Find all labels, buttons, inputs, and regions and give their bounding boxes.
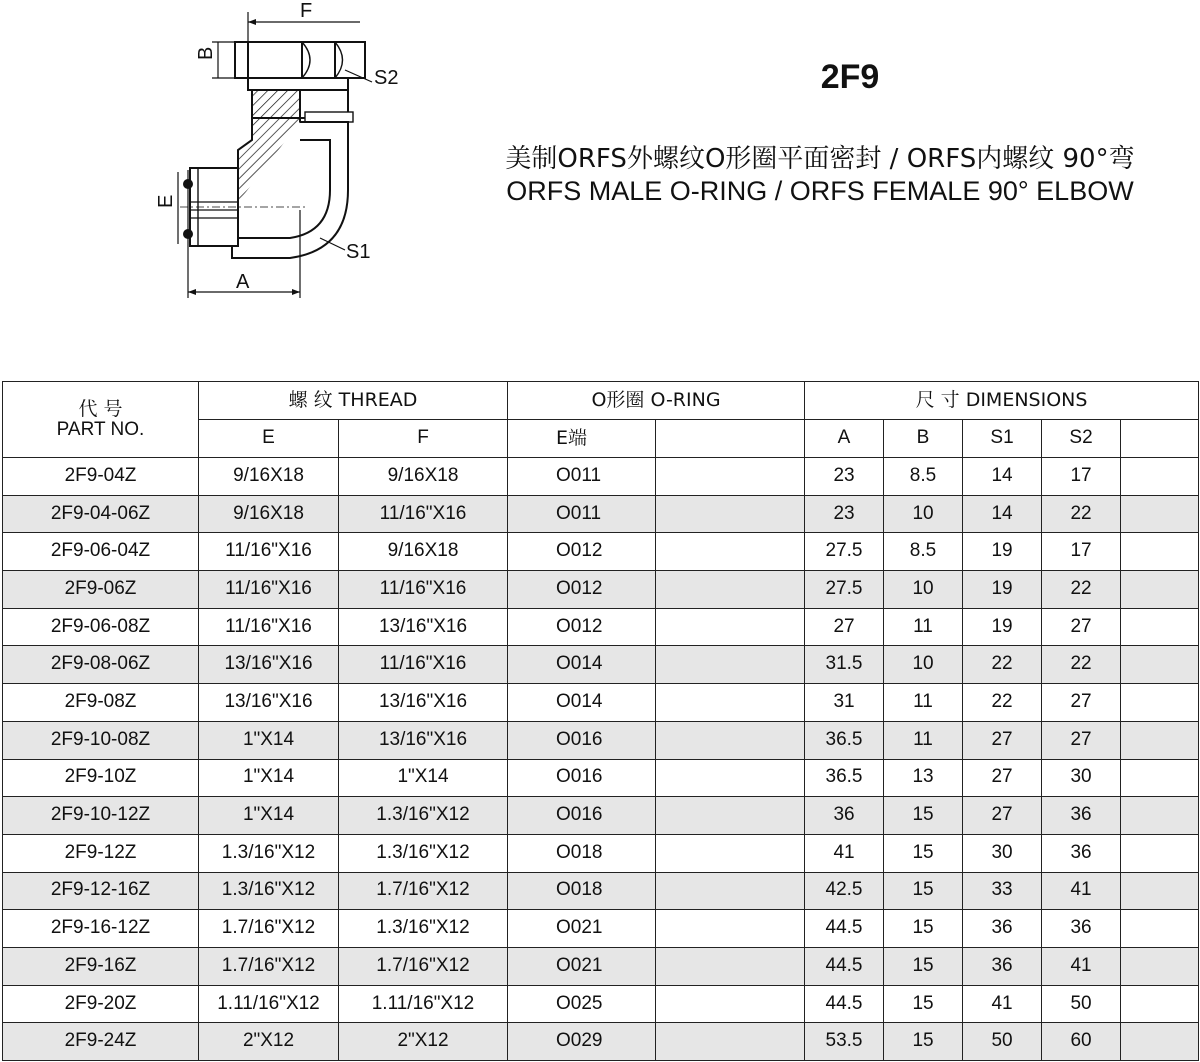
thread-f-cell: 1.3/16"X12 (339, 834, 508, 872)
dim-a-cell: 36.5 (805, 721, 884, 759)
dim-a-cell: 27 (805, 608, 884, 646)
blank-cell (1121, 759, 1199, 797)
thread-f-cell: 9/16X18 (339, 458, 508, 496)
thread-f-cell: 1"X14 (339, 759, 508, 797)
table-row (3, 797, 1199, 835)
thread-f-cell: 1.7/16"X12 (339, 872, 508, 910)
dim-b-cell: 11 (884, 684, 963, 722)
blank-cell (1121, 721, 1199, 759)
label-f: F (300, 0, 313, 22)
dim-s2-cell: 60 (1042, 1023, 1121, 1061)
table-body (3, 458, 1199, 1061)
oring-e-end-cell: O016 (508, 721, 656, 759)
thread-f-cell: 13/16"X16 (339, 608, 508, 646)
dim-s1-cell: 27 (963, 797, 1042, 835)
dim-s2-cell: 36 (1042, 834, 1121, 872)
blank-cell (656, 495, 805, 533)
oring-e-end-cell: O014 (508, 646, 656, 684)
dim-a-cell: 44.5 (805, 910, 884, 948)
blank-cell (656, 646, 805, 684)
table-row (3, 495, 1199, 533)
blank-cell (1121, 910, 1199, 948)
blank-cell (1121, 495, 1199, 533)
dim-s2-cell: 27 (1042, 684, 1121, 722)
dim-b-cell: 13 (884, 759, 963, 797)
thread-e-cell: 1.7/16"X12 (199, 910, 339, 948)
dimensions-table (2, 381, 1199, 1061)
dim-s1-cell: 22 (963, 646, 1042, 684)
thread-e-cell: 1"X14 (199, 721, 339, 759)
col-b-header: B (884, 420, 963, 458)
dim-a-cell: 44.5 (805, 985, 884, 1023)
dim-s1-cell: 27 (963, 721, 1042, 759)
dim-b-cell: 15 (884, 872, 963, 910)
thread-e-cell: 11/16"X16 (199, 571, 339, 609)
blank-cell (1121, 872, 1199, 910)
oring-e-end-cell: O011 (508, 458, 656, 496)
thread-e-cell: 9/16X18 (199, 458, 339, 496)
dim-s2-cell: 50 (1042, 985, 1121, 1023)
dim-s2-cell: 30 (1042, 759, 1121, 797)
thread-f-cell: 1.3/16"X12 (339, 910, 508, 948)
part-no-cell: 2F9-10Z (3, 759, 199, 797)
thread-f-cell: 9/16X18 (339, 533, 508, 571)
dim-a-cell: 42.5 (805, 872, 884, 910)
part-no-cell: 2F9-10-12Z (3, 797, 199, 835)
oring-header: O形圈 O-RING (508, 382, 805, 420)
fitting-drawing (140, 0, 420, 310)
part-no-cell: 2F9-04Z (3, 458, 199, 496)
oring-e-end-cell: O012 (508, 571, 656, 609)
part-no-cell: 2F9-06Z (3, 571, 199, 609)
dim-s2-cell: 36 (1042, 797, 1121, 835)
dim-b-cell: 15 (884, 985, 963, 1023)
thread-e-cell: 2"X12 (199, 1023, 339, 1061)
part-no-cell: 2F9-20Z (3, 985, 199, 1023)
oring-e-end-cell: O021 (508, 910, 656, 948)
thread-e-cell: 9/16X18 (199, 495, 339, 533)
dim-s1-cell: 27 (963, 759, 1042, 797)
blank-cell (1121, 533, 1199, 571)
blank-cell (1121, 608, 1199, 646)
dim-b-cell: 15 (884, 910, 963, 948)
table-row (3, 872, 1199, 910)
thread-e-cell: 1.3/16"X12 (199, 834, 339, 872)
oring-e-end-cell: O021 (508, 947, 656, 985)
dim-a-cell: 36.5 (805, 759, 884, 797)
thread-e-cell: 1.7/16"X12 (199, 947, 339, 985)
subtitle-english: ORFS MALE O-RING / ORFS FEMALE 90° ELBOW (506, 176, 1134, 206)
blank-cell (656, 910, 805, 948)
table-row (3, 458, 1199, 496)
table-row (3, 910, 1199, 948)
oring-e-end-cell: O012 (508, 608, 656, 646)
dim-b-cell: 15 (884, 1023, 963, 1061)
thread-f-cell: 2"X12 (339, 1023, 508, 1061)
dim-b-cell: 10 (884, 571, 963, 609)
part-no-cell: 2F9-08Z (3, 684, 199, 722)
col-blank-header-2 (1121, 420, 1199, 458)
dim-s2-cell: 27 (1042, 721, 1121, 759)
blank-cell (1121, 684, 1199, 722)
blank-cell (656, 872, 805, 910)
thread-f-cell: 13/16"X16 (339, 721, 508, 759)
dim-s1-cell: 33 (963, 872, 1042, 910)
blank-cell (656, 533, 805, 571)
oring-e-end-cell: O018 (508, 872, 656, 910)
dim-a-cell: 41 (805, 834, 884, 872)
part-no-cell: 2F9-12-16Z (3, 872, 199, 910)
dim-a-cell: 31 (805, 684, 884, 722)
blank-cell (656, 1023, 805, 1061)
thread-f-cell: 1.3/16"X12 (339, 797, 508, 835)
dim-b-cell: 15 (884, 947, 963, 985)
label-s1: S1 (346, 241, 371, 263)
table-row (3, 721, 1199, 759)
part-no-cell: 2F9-04-06Z (3, 495, 199, 533)
dim-a-cell: 44.5 (805, 947, 884, 985)
oring-e-end-cell: O014 (508, 684, 656, 722)
blank-cell (656, 721, 805, 759)
thread-f-cell: 11/16"X16 (339, 495, 508, 533)
thread-e-cell: 1"X14 (199, 797, 339, 835)
blank-cell (656, 684, 805, 722)
dim-s1-cell: 19 (963, 533, 1042, 571)
blank-cell (1121, 571, 1199, 609)
thread-e-cell: 1.3/16"X12 (199, 872, 339, 910)
dim-s2-cell: 22 (1042, 495, 1121, 533)
dim-a-cell: 53.5 (805, 1023, 884, 1061)
dim-s2-cell: 17 (1042, 533, 1121, 571)
oring-e-end-cell: O029 (508, 1023, 656, 1061)
dim-s2-cell: 17 (1042, 458, 1121, 496)
dim-s1-cell: 14 (963, 495, 1042, 533)
part-no-cell: 2F9-06-08Z (3, 608, 199, 646)
thread-e-cell: 11/16"X16 (199, 608, 339, 646)
label-e: E (155, 194, 177, 208)
blank-cell (656, 834, 805, 872)
col-a-header: A (805, 420, 884, 458)
thread-f-cell: 1.7/16"X12 (339, 947, 508, 985)
part-no-cell: 2F9-08-06Z (3, 646, 199, 684)
part-no-cell: 2F9-24Z (3, 1023, 199, 1061)
dim-b-cell: 11 (884, 721, 963, 759)
dim-s2-cell: 22 (1042, 571, 1121, 609)
blank-cell (1121, 797, 1199, 835)
dim-b-cell: 10 (884, 646, 963, 684)
dim-s1-cell: 19 (963, 571, 1042, 609)
oring-e-end-cell: O012 (508, 533, 656, 571)
dim-b-cell: 11 (884, 608, 963, 646)
part-no-cell: 2F9-16Z (3, 947, 199, 985)
thread-header: 螺 纹 THREAD (199, 382, 508, 420)
part-no-header: 代 号 PART NO. (3, 382, 199, 458)
blank-cell (1121, 985, 1199, 1023)
table-row (3, 608, 1199, 646)
blank-cell (1121, 1023, 1199, 1061)
table-row (3, 646, 1199, 684)
label-a: A (236, 271, 250, 293)
col-e-end-header: E端 (508, 420, 656, 458)
dim-b-cell: 8.5 (884, 458, 963, 496)
dim-a-cell: 31.5 (805, 646, 884, 684)
dim-a-cell: 36 (805, 797, 884, 835)
blank-cell (656, 985, 805, 1023)
dim-a-cell: 23 (805, 495, 884, 533)
blank-cell (656, 947, 805, 985)
table-row (3, 533, 1199, 571)
blank-cell (656, 608, 805, 646)
dim-a-cell: 23 (805, 458, 884, 496)
thread-e-cell: 1.11/16"X12 (199, 985, 339, 1023)
col-s1-header: S1 (963, 420, 1042, 458)
dim-s1-cell: 36 (963, 947, 1042, 985)
dim-s1-cell: 41 (963, 985, 1042, 1023)
dim-a-cell: 27.5 (805, 533, 884, 571)
dim-s1-cell: 14 (963, 458, 1042, 496)
oring-e-end-cell: O011 (508, 495, 656, 533)
part-no-cell: 2F9-06-04Z (3, 533, 199, 571)
oring-e-end-cell: O016 (508, 759, 656, 797)
thread-e-cell: 1"X14 (199, 759, 339, 797)
col-s2-header: S2 (1042, 420, 1121, 458)
blank-cell (656, 797, 805, 835)
thread-f-cell: 1.11/16"X12 (339, 985, 508, 1023)
dim-s2-cell: 41 (1042, 872, 1121, 910)
col-e-header: E (199, 420, 339, 458)
oring-e-end-cell: O016 (508, 797, 656, 835)
table-row (3, 985, 1199, 1023)
thread-e-cell: 13/16"X16 (199, 684, 339, 722)
page-title: 2F9 (820, 58, 880, 96)
part-no-cell: 2F9-16-12Z (3, 910, 199, 948)
thread-e-cell: 11/16"X16 (199, 533, 339, 571)
blank-cell (656, 458, 805, 496)
thread-e-cell: 13/16"X16 (199, 646, 339, 684)
dimensions-header: 尺 寸 DIMENSIONS (805, 382, 1199, 420)
blank-cell (656, 571, 805, 609)
col-f-header: F (339, 420, 508, 458)
dim-s2-cell: 27 (1042, 608, 1121, 646)
blank-cell (1121, 458, 1199, 496)
part-no-cell: 2F9-12Z (3, 834, 199, 872)
subtitle-chinese: 美制ORFS外螺纹O形圈平面密封 / ORFS内螺纹 90°弯 (505, 144, 1135, 174)
thread-f-cell: 11/16"X16 (339, 646, 508, 684)
dim-s1-cell: 50 (963, 1023, 1042, 1061)
table-row (3, 684, 1199, 722)
table-row (3, 759, 1199, 797)
dim-a-cell: 27.5 (805, 571, 884, 609)
dim-b-cell: 15 (884, 834, 963, 872)
table-row (3, 1023, 1199, 1061)
blank-cell (656, 759, 805, 797)
dim-s1-cell: 36 (963, 910, 1042, 948)
blank-cell (1121, 646, 1199, 684)
dim-s1-cell: 30 (963, 834, 1042, 872)
dim-b-cell: 10 (884, 495, 963, 533)
dim-s1-cell: 19 (963, 608, 1042, 646)
table-row (3, 571, 1199, 609)
dim-s2-cell: 36 (1042, 910, 1121, 948)
dim-b-cell: 15 (884, 797, 963, 835)
dim-b-cell: 8.5 (884, 533, 963, 571)
part-no-cell: 2F9-10-08Z (3, 721, 199, 759)
dim-s2-cell: 41 (1042, 947, 1121, 985)
thread-f-cell: 13/16"X16 (339, 684, 508, 722)
blank-cell (1121, 834, 1199, 872)
table-row (3, 947, 1199, 985)
table-row (3, 834, 1199, 872)
label-s2: S2 (374, 67, 399, 89)
dim-s2-cell: 22 (1042, 646, 1121, 684)
label-b: B (195, 46, 217, 60)
oring-e-end-cell: O025 (508, 985, 656, 1023)
oring-e-end-cell: O018 (508, 834, 656, 872)
col-blank-header (656, 420, 805, 458)
dim-s1-cell: 22 (963, 684, 1042, 722)
blank-cell (1121, 947, 1199, 985)
thread-f-cell: 11/16"X16 (339, 571, 508, 609)
